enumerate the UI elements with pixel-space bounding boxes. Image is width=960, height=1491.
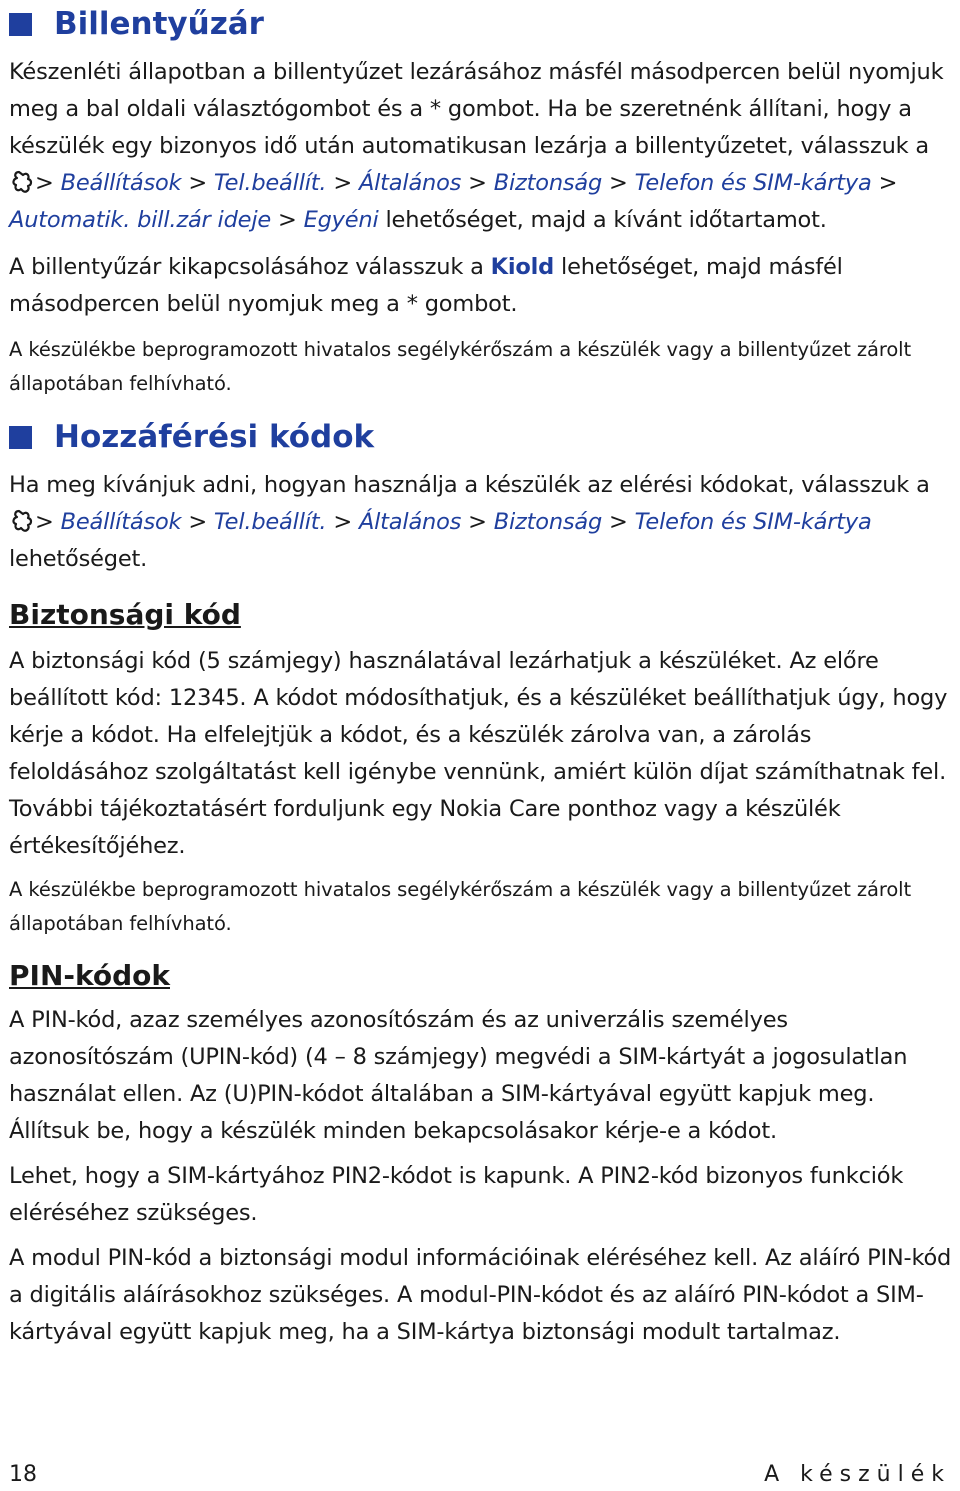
menu-key-icon bbox=[11, 509, 33, 533]
menu-path-item: Tel.beállít. bbox=[213, 509, 327, 535]
subheading-pin-codes: PIN-kódok bbox=[9, 959, 170, 992]
paragraph-text: Ha meg kívánjuk adni, hogyan használja a készülék az elérési kódokat, válasszuk a bbox=[9, 472, 930, 498]
menu-path-item: Általános bbox=[358, 509, 462, 535]
menu-path-item: Egyéni bbox=[303, 207, 379, 233]
menu-path-item: Tel.beállít. bbox=[213, 170, 327, 196]
menu-path-item: Telefon és SIM-kártya bbox=[634, 170, 872, 196]
menu-path-item: Telefon és SIM-kártya bbox=[634, 509, 872, 535]
page-number: 18 bbox=[9, 1462, 37, 1487]
section-heading-keylock bbox=[9, 0, 957, 48]
menu-path-item: Beállítások bbox=[60, 170, 182, 196]
emergency-note: A készülékbe beprogramozott hivatalos segélykérőszám a készülék vagy a billentyűzet zárolt állapotában felhívható. bbox=[9, 878, 912, 935]
paragraph-text: A billentyűzár kikapcsolásához válasszuk a bbox=[9, 254, 484, 280]
unlock-keyword: Kiold bbox=[490, 254, 555, 280]
paragraph-text: Készenléti állapotban a billentyűzet lezárásához másfél másodpercen belül nyomjuk meg a bal oldali választógombot és a * gombot. Ha be szeretnénk állítani, hogy a készülék egy bizonyos idő után automatikusan lezárja a billentyűzetet, válasszuk a bbox=[9, 59, 944, 159]
menu-path-item: Beállítások bbox=[60, 509, 182, 535]
menu-path-item: Általános bbox=[358, 170, 462, 196]
heading-text: Billentyűzár bbox=[54, 6, 264, 42]
access-codes-paragraph: Ha meg kívánjuk adni, hogyan használja a készülék az elérési kódokat, válasszuk a > Beállítások > Tel.beállít. > Általános > Biztonság > Telefon és SIM-kártya lehetőséget. bbox=[9, 472, 930, 572]
heading-square-icon bbox=[9, 426, 32, 449]
section-heading-access-codes bbox=[9, 413, 957, 461]
menu-path-item: Automatik. bill.zár ideje bbox=[9, 207, 272, 233]
unlock-paragraph bbox=[9, 249, 957, 323]
document-page bbox=[9, 0, 957, 1351]
pin-paragraph: A PIN-kód, azaz személyes azonosítószám és az univerzális személyes azonosítószám (UPIN-kód) (4 – 8 számjegy) megvédi a SIM-kártyát a jogosulatlan használat ellen. Az (U)PIN-kódot általában a SIM-kártyával együtt kapjuk meg. Állítsuk be, hogy a készülék minden bekapcsolásakor kérje-e a kódot. bbox=[9, 1007, 908, 1144]
keylock-paragraph: Készenléti állapotban a billentyűzet lezárásához másfél másodpercen belül nyomjuk meg a bal oldali választógombot és a * gombot. Ha be szeretnénk állítani, hogy a készülék egy bizonyos idő után automatikusan lezárja a billentyűzetet, válasszuk a > Beállítások > Tel.beállít. > Általános > Biztonság > Telefon és SIM-kártya > Automatik. bill.zár ideje > Egyéni lehetőséget, majd a kívánt időtartamot. bbox=[9, 59, 944, 233]
heading-square-icon bbox=[9, 13, 32, 36]
paragraph-text: lehetőséget, majd másfél másodpercen belül nyomjuk meg a * gombot. bbox=[9, 254, 843, 317]
emergency-note: A készülékbe beprogramozott hivatalos segélykérőszám a készülék vagy a billentyűzet zárolt állapotában felhívható. bbox=[9, 338, 912, 395]
paragraph-text: lehetőséget. bbox=[9, 546, 148, 572]
menu-path-item: Biztonság bbox=[493, 170, 603, 196]
menu-key-icon bbox=[11, 170, 33, 194]
menu-path-item: Biztonság bbox=[493, 509, 603, 535]
paragraph-text: lehetőséget, majd a kívánt időtartamot. bbox=[385, 207, 827, 233]
security-code-paragraph: A biztonsági kód (5 számjegy) használatával lezárhatjuk a készüléket. Az előre beállított kód: 12345. A kódot módosíthatjuk, és a készüléket beállíthatjuk úgy, hogy kérje a kódot. Ha elfelejtjük a kódot, és a készülék zárolva van, a zárolás feloldásához szolgáltatást kell igénybe vennünk, amiért külön díjat számíthatnak fel. További tájékoztatásért forduljunk egy Nokia Care ponthoz vagy a készülék értékesítőjéhez. bbox=[9, 648, 948, 859]
heading-text: Hozzáférési kódok bbox=[54, 419, 375, 455]
pin2-paragraph: Lehet, hogy a SIM-kártyához PIN2-kódot is kapunk. A PIN2-kód bizonyos funkciók eléréséhez szükséges. bbox=[9, 1163, 904, 1226]
section-title: A készülék bbox=[764, 1462, 951, 1487]
module-pin-paragraph: A modul PIN-kód a biztonsági modul információinak eléréséhez kell. Az aláíró PIN-kód a digitális aláírásokhoz szükséges. A modul-PIN-kódot és az aláíró PIN-kódot a SIM-kártyával együtt kapjuk meg, ha a SIM-kártya biztonsági modult tartalmaz. bbox=[9, 1245, 952, 1345]
subheading-security-code: Biztonsági kód bbox=[9, 598, 241, 631]
